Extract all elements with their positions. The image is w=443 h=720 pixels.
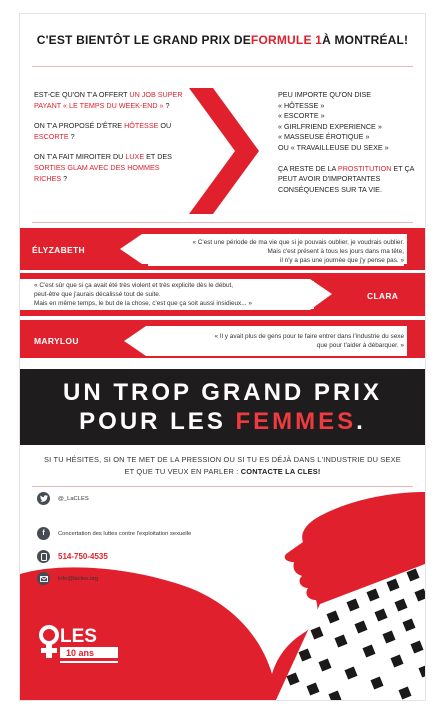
headline-text: C'EST BIENTÔT LE GRAND PRIX DE <box>36 33 251 47</box>
question-1: EST-CE QU'ON T'A OFFERT UN JOB SUPER PAYANT « LE TEMPS DU WEEK-END » ? <box>34 90 183 110</box>
svg-text:10 ans: 10 ans <box>66 648 95 658</box>
contact-facebook[interactable] <box>37 527 191 540</box>
contact-email[interactable] <box>37 572 98 585</box>
answer-conclusion: ÇA RESTE DE LA PROSTITUTION ET ÇA PEUT AVOIR D'IMPORTANTES CONSÉQUENCES SUR TA VIE. <box>278 163 415 194</box>
face-profile-illustration <box>20 14 425 700</box>
contact-twitter[interactable] <box>37 492 89 505</box>
cta-line-1: SI TU HÉSITES, SI ON TE MET DE LA PRESSION OU SI TU ES DÉJÀ DANS L'INDUSTRIE DU SEXE <box>44 455 401 464</box>
phone-icon <box>37 550 50 563</box>
cles-logo-mark <box>38 624 128 680</box>
question-2: ON T'A PROPOSÉ D'ÊTRE HÔTESSE OU ESCORTE ? <box>34 121 172 141</box>
testimony-name-elyzabeth: ÉLYZABETH <box>32 245 85 255</box>
twitter-icon <box>37 492 50 505</box>
email-address: info@lacles.org <box>58 575 99 582</box>
email-icon <box>37 572 50 585</box>
twitter-handle: @_LaCLES <box>58 495 89 502</box>
svg-text:LES: LES <box>60 626 97 647</box>
poster <box>20 14 425 700</box>
headline-end: À MONTRÉAL! <box>322 33 409 47</box>
answer-list: PEU IMPORTE QU'ON DISE « HÔTESSE » « ESCORTE » « GIRLFRIEND EXPERIENCE » « MASSEUSE ÉROTIQUE » OU « TRAVAILLEUSE DU SEXE » <box>278 90 389 152</box>
testimony-name-clara: CLARA <box>367 291 399 301</box>
headline-highlight: FORMULE 1 <box>250 33 323 47</box>
facebook-icon: f <box>37 527 50 540</box>
question-3: ON T'A FAIT MIROITER DU LUXE ET DES SORTIES GLAM AVEC DES HOMMES RICHES ? <box>34 152 172 183</box>
testimony-quote-elyzabeth: « C'est une période de ma vie que si je pouvais oublier, je voudrais oublier. Mais c'est présent à tous les jours dans ma tête, il n'y a pas une journée que j'y pense pas. » <box>148 238 404 266</box>
contact-phone[interactable] <box>37 550 108 563</box>
slogan-line-1: UN TROP GRAND PRIX <box>63 379 382 406</box>
cles-logo <box>38 624 128 685</box>
slogan-line-2: POUR LES FEMMES. <box>79 408 366 435</box>
testimony-quote-marylou: « Il y avait plus de gens pour te faire entrer dans l'industrie du sexe que pour t'aider à débarquer. » <box>152 332 404 350</box>
testimony-name-marylou: MARYLOU <box>34 336 79 346</box>
cta-line-2: ET QUE TU VEUX EN PARLER : CONTACTE LA CLES! <box>124 467 321 476</box>
testimony-quote-clara: « C'est sûr que si ça avait été très violent et très explicite dès le début, peut-être que j'aurais décalissé tout de suite. Mais en même temps, le but de la chose, c'est que ça soit aussi insidieux... » <box>34 281 314 309</box>
phone-number: 514-750-4535 <box>58 552 108 561</box>
facebook-page: Concertation des luttes contre l'exploitation sexuelle <box>58 530 192 537</box>
